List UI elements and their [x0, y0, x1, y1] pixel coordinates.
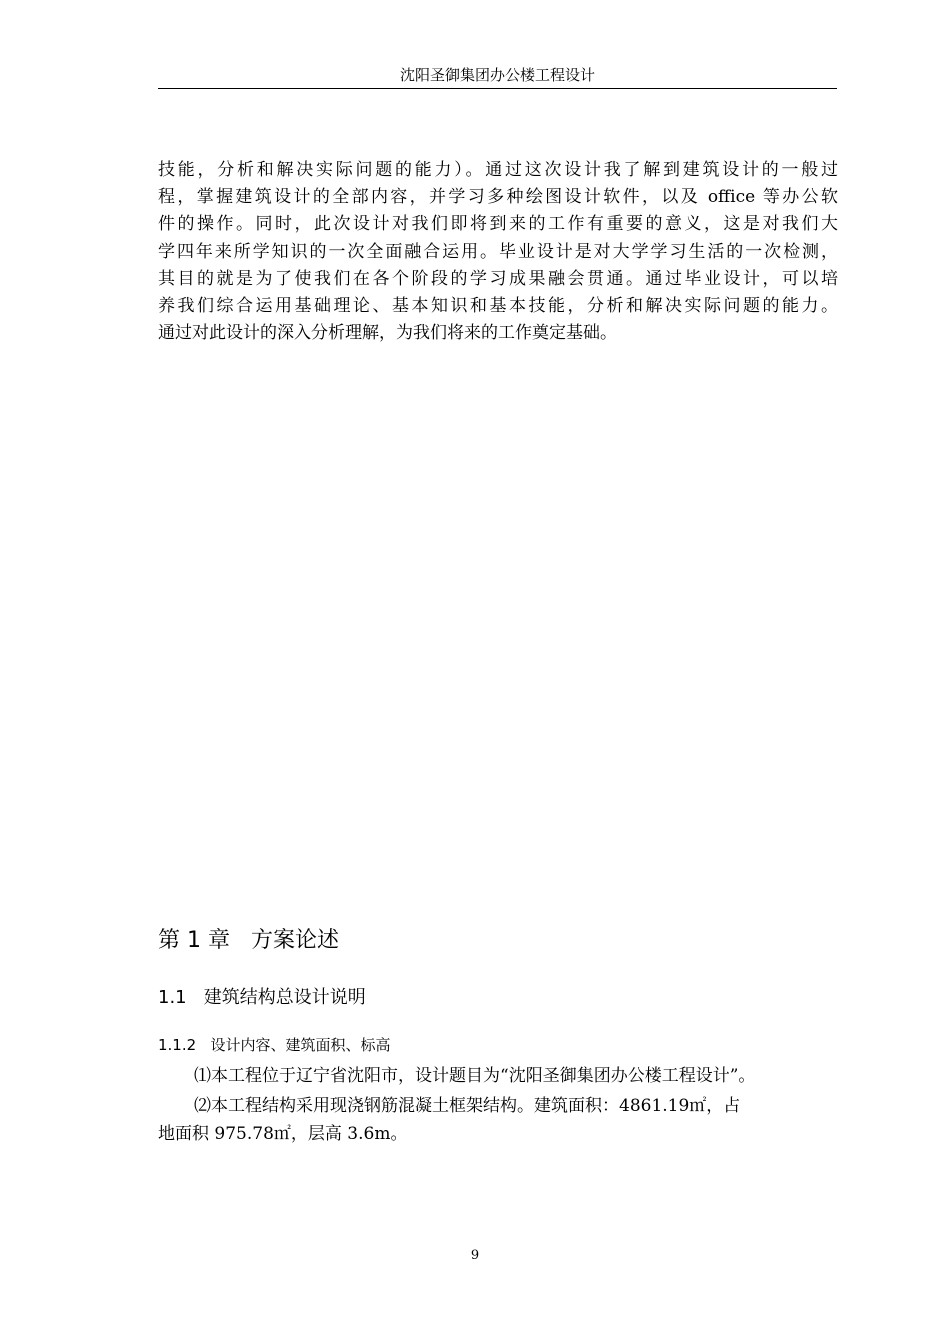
paragraph-structure	[158, 1093, 838, 1148]
chapter-heading: 第 1 章 方案论述	[158, 928, 339, 953]
subsection-heading: 1.1.2 设计内容、建筑面积、标高	[158, 1036, 391, 1054]
running-header: 沈阳圣御集团办公楼工程设计	[399, 66, 595, 84]
intro-line: 件的操作。同时，此次设计对我们即将到来的工作有重要的意义，这是对我们大	[158, 214, 838, 235]
header-rule	[158, 88, 837, 89]
intro-line: 学四年来所学知识的一次全面融合运用。毕业设计是对大学学习生活的一次检测，	[158, 241, 838, 262]
intro-line: 其目的就是为了使我们在各个阶段的学习成果融会贯通。通过毕业设计，可以培	[158, 268, 838, 289]
paragraph-line: 地面积 975.78㎡，层高 3.6m。	[158, 1123, 408, 1144]
intro-line: 程，掌握建筑设计的全部内容，并学习多种绘图设计软件，以及 office 等办公软	[158, 187, 838, 208]
section-heading: 1.1 建筑结构总设计说明	[158, 987, 366, 1008]
page-number: 9	[470, 1248, 480, 1263]
intro-paragraph	[158, 157, 838, 347]
paragraph-line: ⑵本工程结构采用现浇钢筋混凝土框架结构。建筑面积：4861.19㎡，占	[194, 1096, 741, 1116]
intro-line: 技能，分析和解决实际问题的能力）。通过这次设计我了解到建筑设计的一般过	[158, 160, 838, 180]
paragraph-line: ⑴本工程位于辽宁省沈阳市，设计题目为“沈阳圣御集团办公楼工程设计”。	[194, 1066, 756, 1086]
intro-line: 通过对此设计的深入分析理解，为我们将来的工作奠定基础。	[158, 323, 617, 344]
paragraph-location	[158, 1063, 838, 1091]
intro-line: 养我们综合运用基础理论、基本知识和基本技能，分析和解决实际问题的能力。	[158, 296, 838, 317]
